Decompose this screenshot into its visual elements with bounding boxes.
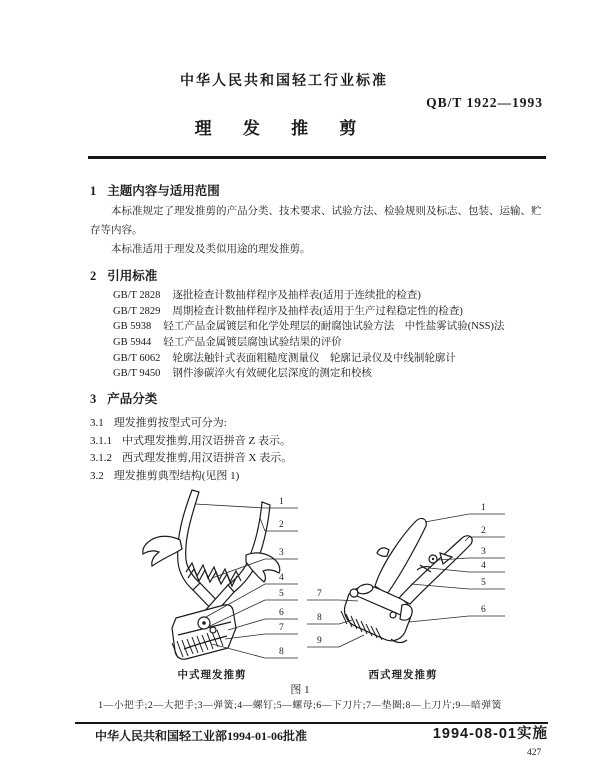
section-2-title: 引用标准	[107, 269, 158, 283]
part-label: 6	[481, 605, 486, 615]
section-3-number: 3	[90, 392, 97, 406]
reference-item	[113, 335, 553, 351]
reference-item	[113, 288, 553, 304]
section-1-paragraph-2: 本标准适用于理发及类似用途的理发推剪。	[111, 244, 311, 255]
page-number: 427	[527, 748, 542, 758]
section-1-paragraph-1: 本标准规定了理发推剪的产品分类、技术要求、试验方法、检验规则及标志、包装、运输、贮存等内容。	[90, 206, 542, 236]
section-1-number: 1	[90, 184, 97, 198]
reference-item	[113, 319, 553, 335]
clause-3-1	[90, 414, 227, 430]
part-label: 2	[481, 526, 486, 536]
part-label: 4	[481, 561, 486, 571]
reference-title: 钢件渗碳淬火有效硬化层深度的测定和校核	[172, 368, 372, 380]
reference-title: 逐批检查计数抽样程序及抽样表(适用于连续批的检查)	[172, 290, 421, 301]
reference-code: GB/T 2829	[113, 305, 161, 317]
left-thumb-rest	[143, 536, 182, 566]
nut	[210, 627, 216, 633]
part-label: 6	[279, 608, 284, 618]
reference-title: 轻工产品金属镀层腐蚀试验结果的评价	[163, 337, 342, 349]
figure-parts-legend: 1—小把手;2—大把手;3—弹簧;4—螺钉;5—螺母;6—下刀片;7—垫圈;8—上刀片;9—暗弹簧	[98, 700, 502, 711]
reference-code: GB/T 2828	[113, 290, 161, 301]
reference-title: 轮廓法触针式表面粗糙度测量仪 轮廓记录仪及中线制轮廓计	[172, 352, 456, 364]
western-clipper-diagram	[305, 488, 515, 668]
part-label: 7	[279, 623, 284, 633]
clause-number: 3.2	[90, 470, 104, 482]
part-label: 5	[481, 578, 486, 588]
implementation-date: 1994-08-01实施	[432, 726, 548, 742]
part-label: 2	[279, 520, 284, 530]
part-label: 3	[279, 548, 284, 558]
clause-number: 3.1	[90, 417, 104, 429]
part-label: 8	[317, 613, 322, 623]
standard-category-line: 中华人民共和国轻工行业标准	[180, 74, 388, 89]
clause-3-2	[90, 467, 239, 483]
clause-number: 3.1.2	[90, 452, 112, 464]
reference-code: GB/T 6062	[113, 352, 161, 364]
part-label: 7	[317, 589, 322, 599]
referenced-standards-list	[113, 288, 553, 382]
side-knob	[400, 604, 412, 620]
section-2-number: 2	[90, 269, 97, 283]
section-3-title: 产品分类	[107, 392, 158, 406]
header-divider-rule	[88, 156, 546, 159]
clause-3-1-2	[90, 449, 292, 465]
section-2-heading	[90, 266, 157, 284]
part-label: 1	[279, 497, 284, 507]
right-figure-caption: 西式理发推剪	[368, 670, 438, 681]
reference-item	[113, 366, 553, 382]
part-label: 1	[481, 503, 486, 513]
section-1-title: 主题内容与适用范围	[107, 184, 220, 198]
chinese-clipper-diagram	[100, 488, 300, 668]
part-label: 3	[481, 547, 486, 557]
clause-text: 西式理发推剪,用汉语拼音 X 表示。	[122, 452, 293, 464]
reference-item	[113, 351, 553, 367]
reference-code: GB 5938	[113, 321, 152, 333]
section-1-heading	[90, 181, 220, 199]
part-label: 4	[279, 573, 284, 583]
reference-item	[113, 304, 553, 320]
clause-text: 理发推剪按型式可分为:	[113, 417, 227, 429]
reference-title: 周期检查计数抽样程序及抽样表(适用于生产过程稳定性的检查)	[172, 305, 463, 317]
clause-text: 理发推剪典型结构(见图 1)	[113, 470, 240, 482]
figure-number-label: 图 1	[290, 684, 310, 696]
document-title: 理 发 推 剪	[194, 119, 366, 138]
standard-number: QB/T 1922—1993	[426, 95, 543, 110]
approval-line: 中华人民共和国轻工业部1994-01-06批准	[95, 729, 307, 743]
reference-title: 轻工产品金属镀层和化学处理层的耐腐蚀试验方法 中性盐雾试验(NSS)法	[163, 321, 505, 333]
clause-text: 中式理发推剪,用汉语拼音 Z 表示。	[122, 435, 291, 447]
reference-code: GB/T 9450	[113, 368, 161, 380]
clause-3-1-1	[90, 432, 291, 448]
reference-code: GB 5944	[113, 337, 152, 349]
part-label: 9	[317, 636, 322, 646]
part-label: 8	[279, 647, 284, 657]
clause-number: 3.1.1	[90, 435, 112, 447]
section-3-heading	[90, 389, 157, 407]
cutter-head	[172, 605, 236, 659]
left-figure-caption: 中式理发推剪	[177, 670, 247, 681]
part-label: 5	[279, 589, 284, 599]
right-thumb-rest	[246, 553, 280, 582]
